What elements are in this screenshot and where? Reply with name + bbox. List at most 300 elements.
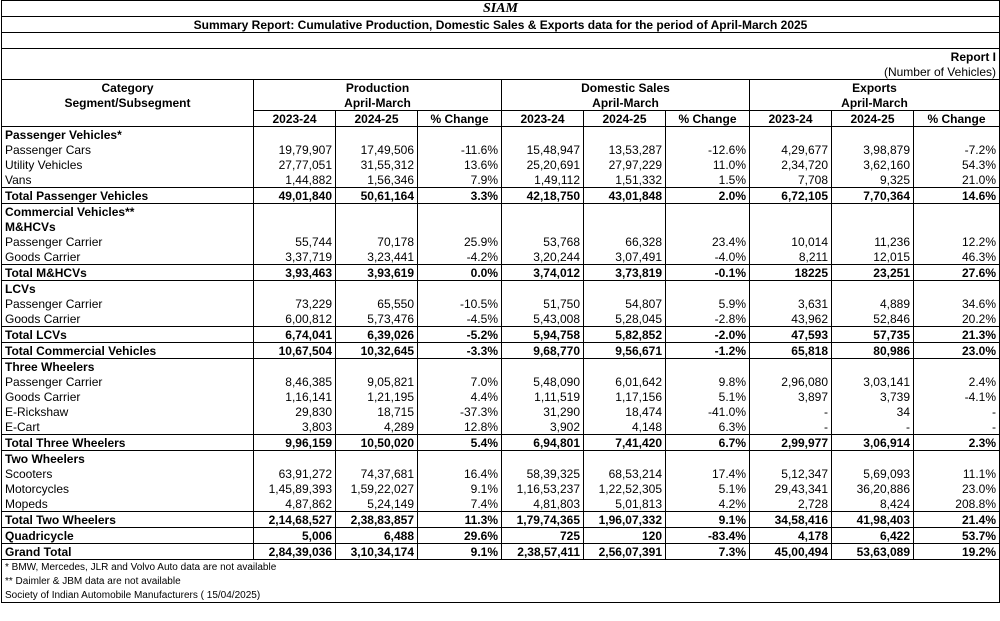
value-cell: 9,05,821 — [336, 374, 418, 389]
value-cell: 65,818 — [750, 343, 832, 359]
row-label: Passenger Carrier — [2, 374, 254, 389]
value-cell: 3,03,141 — [832, 374, 914, 389]
units-label: (Number of Vehicles) — [2, 64, 1000, 80]
value-cell: 3,23,441 — [336, 249, 418, 265]
value-cell: -83.4% — [666, 528, 750, 544]
value-cell: 49,01,840 — [254, 188, 336, 204]
value-cell: 1,17,156 — [584, 389, 666, 404]
table-row — [2, 311, 1000, 327]
section-row — [2, 451, 1000, 467]
value-cell: 4,148 — [584, 419, 666, 435]
value-cell: 42,18,750 — [502, 188, 584, 204]
value-cell: 9,96,159 — [254, 435, 336, 451]
value-cell: 3,10,34,174 — [336, 544, 418, 560]
value-cell: 31,290 — [502, 404, 584, 419]
value-cell: 3,902 — [502, 419, 584, 435]
exports-period: April-March — [750, 95, 1000, 111]
value-cell: 31,55,312 — [336, 157, 418, 172]
value-cell: 70,178 — [336, 234, 418, 249]
table-row — [2, 481, 1000, 496]
domestic-change: % Change — [666, 111, 750, 127]
table-row — [2, 404, 1000, 419]
value-cell: 58,39,325 — [502, 466, 584, 481]
value-cell: 46.3% — [914, 249, 1000, 265]
value-cell: 45,00,494 — [750, 544, 832, 560]
total-row — [2, 327, 1000, 343]
value-cell: 5,73,476 — [336, 311, 418, 327]
value-cell: -5.2% — [418, 327, 502, 343]
value-cell: 2,99,977 — [750, 435, 832, 451]
value-cell: 6.3% — [666, 419, 750, 435]
value-cell: 3,74,012 — [502, 265, 584, 281]
table-row — [2, 466, 1000, 481]
total-row — [2, 528, 1000, 544]
row-label: Goods Carrier — [2, 311, 254, 327]
value-cell: 9.1% — [418, 481, 502, 496]
value-cell: 43,962 — [750, 311, 832, 327]
value-cell: 25.9% — [418, 234, 502, 249]
report-body — [2, 127, 1000, 560]
value-cell: 6,39,026 — [336, 327, 418, 343]
value-cell: -12.6% — [666, 142, 750, 157]
value-cell: 3,07,491 — [584, 249, 666, 265]
value-cell: 34,58,416 — [750, 512, 832, 528]
row-label: Quadricycle — [2, 528, 254, 544]
value-cell: 7.9% — [418, 172, 502, 188]
table-row — [2, 172, 1000, 188]
segment-header: Segment/Subsegment — [2, 95, 254, 111]
empty-cell — [914, 127, 1000, 143]
value-cell: 36,20,886 — [832, 481, 914, 496]
value-cell: 21.4% — [914, 512, 1000, 528]
value-cell: 7,41,420 — [584, 435, 666, 451]
value-cell: 14.6% — [914, 188, 1000, 204]
value-cell: 4,178 — [750, 528, 832, 544]
value-cell: 5.1% — [666, 389, 750, 404]
value-cell: 1,59,22,027 — [336, 481, 418, 496]
segment-header-spacer — [2, 111, 254, 127]
value-cell: 725 — [502, 528, 584, 544]
value-cell: 2,84,39,036 — [254, 544, 336, 560]
empty-cell — [418, 204, 502, 220]
value-cell: 4.2% — [666, 496, 750, 512]
value-cell: -4.2% — [418, 249, 502, 265]
value-cell: 34.6% — [914, 296, 1000, 311]
value-cell: 74,37,681 — [336, 466, 418, 481]
value-cell: 41,98,403 — [832, 512, 914, 528]
value-cell: 1.5% — [666, 172, 750, 188]
value-cell: 5,48,090 — [502, 374, 584, 389]
value-cell: 50,61,164 — [336, 188, 418, 204]
production-header: Production — [254, 80, 502, 96]
empty-cell — [750, 204, 832, 220]
production-change: % Change — [418, 111, 502, 127]
value-cell: 53.7% — [914, 528, 1000, 544]
value-cell: 5,43,008 — [502, 311, 584, 327]
empty-cell — [584, 281, 666, 297]
report-title: Summary Report: Cumulative Production, Domestic Sales & Exports data for the period of April-March 2025 — [2, 17, 1000, 33]
empty-cell — [418, 359, 502, 375]
row-label: Total Commercial Vehicles — [2, 343, 254, 359]
value-cell: 3,897 — [750, 389, 832, 404]
value-cell: 3,20,244 — [502, 249, 584, 265]
table-row — [2, 157, 1000, 172]
value-cell: 7.3% — [666, 544, 750, 560]
value-cell: 4,29,677 — [750, 142, 832, 157]
total-row — [2, 343, 1000, 359]
exports-year-1: 2023-24 — [750, 111, 832, 127]
row-label: Two Wheelers — [2, 451, 254, 467]
value-cell: 1,22,52,305 — [584, 481, 666, 496]
empty-cell — [914, 451, 1000, 467]
value-cell: 53,63,089 — [832, 544, 914, 560]
empty-cell — [832, 281, 914, 297]
value-cell: 20.2% — [914, 311, 1000, 327]
empty-cell — [666, 204, 750, 220]
empty-cell — [584, 204, 666, 220]
total-row — [2, 512, 1000, 528]
value-cell: 19,79,907 — [254, 142, 336, 157]
value-cell: 1,16,141 — [254, 389, 336, 404]
footnote-1: * BMW, Mercedes, JLR and Volvo Auto data are not available — [2, 560, 1000, 575]
row-label: E-Rickshaw — [2, 404, 254, 419]
empty-cell — [914, 359, 1000, 375]
row-label: Three Wheelers — [2, 359, 254, 375]
value-cell: 3,37,719 — [254, 249, 336, 265]
value-cell: -4.1% — [914, 389, 1000, 404]
empty-cell — [336, 451, 418, 467]
empty-cell — [666, 451, 750, 467]
empty-cell — [502, 281, 584, 297]
empty-cell — [750, 359, 832, 375]
value-cell: -3.3% — [418, 343, 502, 359]
value-cell: -2.0% — [666, 327, 750, 343]
value-cell: 55,744 — [254, 234, 336, 249]
total-row — [2, 265, 1000, 281]
value-cell: 27,97,229 — [584, 157, 666, 172]
empty-cell — [832, 359, 914, 375]
report-label: Report I — [2, 49, 1000, 65]
value-cell: 4,889 — [832, 296, 914, 311]
production-year-2: 2024-25 — [336, 111, 418, 127]
empty-cell — [418, 451, 502, 467]
value-cell: 23.0% — [914, 343, 1000, 359]
value-cell: 1,79,74,365 — [502, 512, 584, 528]
value-cell: 15,48,947 — [502, 142, 584, 157]
blank-row — [2, 33, 1000, 49]
value-cell: 34 — [832, 404, 914, 419]
empty-cell — [914, 281, 1000, 297]
value-cell: 3,631 — [750, 296, 832, 311]
empty-cell — [418, 281, 502, 297]
row-label: Total Passenger Vehicles — [2, 188, 254, 204]
empty-cell — [418, 219, 502, 234]
empty-cell — [336, 359, 418, 375]
value-cell: 52,846 — [832, 311, 914, 327]
table-row — [2, 374, 1000, 389]
value-cell: 27.6% — [914, 265, 1000, 281]
value-cell: 23.0% — [914, 481, 1000, 496]
value-cell: 3,98,879 — [832, 142, 914, 157]
value-cell: 21.3% — [914, 327, 1000, 343]
value-cell: 4,289 — [336, 419, 418, 435]
footnotes — [2, 560, 1000, 603]
value-cell: - — [914, 404, 1000, 419]
exports-change: % Change — [914, 111, 1000, 127]
empty-cell — [750, 127, 832, 143]
value-cell: 1,11,519 — [502, 389, 584, 404]
footnote-2: ** Daimler & JBM data are not available — [2, 574, 1000, 588]
empty-cell — [750, 219, 832, 234]
value-cell: 3,739 — [832, 389, 914, 404]
section-row — [2, 219, 1000, 234]
value-cell: 5,24,149 — [336, 496, 418, 512]
value-cell: -1.2% — [666, 343, 750, 359]
row-label: Passenger Vehicles* — [2, 127, 254, 143]
value-cell: -4.0% — [666, 249, 750, 265]
value-cell: 21.0% — [914, 172, 1000, 188]
row-label: Goods Carrier — [2, 389, 254, 404]
empty-cell — [584, 451, 666, 467]
value-cell: -0.1% — [666, 265, 750, 281]
domestic-year-2: 2024-25 — [584, 111, 666, 127]
value-cell: 6.7% — [666, 435, 750, 451]
value-cell: -41.0% — [666, 404, 750, 419]
exports-year-2: 2024-25 — [832, 111, 914, 127]
value-cell: 120 — [584, 528, 666, 544]
value-cell: 27,77,051 — [254, 157, 336, 172]
value-cell: -7.2% — [914, 142, 1000, 157]
value-cell: 29,43,341 — [750, 481, 832, 496]
value-cell: 29.6% — [418, 528, 502, 544]
empty-cell — [502, 219, 584, 234]
value-cell: 12,015 — [832, 249, 914, 265]
value-cell: 2,34,720 — [750, 157, 832, 172]
value-cell: 2,96,080 — [750, 374, 832, 389]
value-cell: 43,01,848 — [584, 188, 666, 204]
value-cell: 5,01,813 — [584, 496, 666, 512]
value-cell: 17,49,506 — [336, 142, 418, 157]
value-cell: 5,82,852 — [584, 327, 666, 343]
value-cell: 23.4% — [666, 234, 750, 249]
value-cell: 25,20,691 — [502, 157, 584, 172]
value-cell: 17.4% — [666, 466, 750, 481]
empty-cell — [254, 204, 336, 220]
empty-cell — [832, 127, 914, 143]
value-cell: 1,21,195 — [336, 389, 418, 404]
empty-cell — [914, 219, 1000, 234]
empty-cell — [666, 127, 750, 143]
value-cell: 12.8% — [418, 419, 502, 435]
value-cell: 13.6% — [418, 157, 502, 172]
value-cell: 9,56,671 — [584, 343, 666, 359]
value-cell: 5,94,758 — [502, 327, 584, 343]
value-cell: 2.3% — [914, 435, 1000, 451]
value-cell: 6,74,041 — [254, 327, 336, 343]
production-year-1: 2023-24 — [254, 111, 336, 127]
value-cell: 5.4% — [418, 435, 502, 451]
empty-cell — [336, 219, 418, 234]
empty-cell — [502, 204, 584, 220]
row-label: Passenger Cars — [2, 142, 254, 157]
value-cell: 29,830 — [254, 404, 336, 419]
value-cell: 47,593 — [750, 327, 832, 343]
footnote-source: Society of Indian Automobile Manufacturers ( 15/04/2025) — [2, 588, 1000, 603]
value-cell: 5,12,347 — [750, 466, 832, 481]
value-cell: 2.4% — [914, 374, 1000, 389]
row-label: Total Two Wheelers — [2, 512, 254, 528]
empty-cell — [666, 219, 750, 234]
value-cell: 2.0% — [666, 188, 750, 204]
value-cell: 10,32,645 — [336, 343, 418, 359]
empty-cell — [254, 219, 336, 234]
row-label: Mopeds — [2, 496, 254, 512]
value-cell: 3,06,914 — [832, 435, 914, 451]
value-cell: 7,708 — [750, 172, 832, 188]
total-row — [2, 188, 1000, 204]
value-cell: 7,70,364 — [832, 188, 914, 204]
empty-cell — [254, 359, 336, 375]
row-label: Passenger Carrier — [2, 296, 254, 311]
total-row — [2, 435, 1000, 451]
value-cell: 208.8% — [914, 496, 1000, 512]
value-cell: 9,68,770 — [502, 343, 584, 359]
empty-cell — [584, 359, 666, 375]
empty-cell — [666, 281, 750, 297]
row-label: Passenger Carrier — [2, 234, 254, 249]
value-cell: 3.3% — [418, 188, 502, 204]
value-cell: 11.3% — [418, 512, 502, 528]
value-cell: 65,550 — [336, 296, 418, 311]
row-label: Vans — [2, 172, 254, 188]
value-cell: 6,488 — [336, 528, 418, 544]
value-cell: 1,51,332 — [584, 172, 666, 188]
value-cell: 23,251 — [832, 265, 914, 281]
total-row — [2, 544, 1000, 560]
value-cell: 8,211 — [750, 249, 832, 265]
value-cell: -2.8% — [666, 311, 750, 327]
value-cell: 10,014 — [750, 234, 832, 249]
empty-cell — [584, 219, 666, 234]
empty-cell — [336, 204, 418, 220]
empty-cell — [914, 204, 1000, 220]
value-cell: 6,422 — [832, 528, 914, 544]
value-cell: - — [832, 419, 914, 435]
value-cell: 53,768 — [502, 234, 584, 249]
value-cell: 2,38,83,857 — [336, 512, 418, 528]
value-cell: 1,49,112 — [502, 172, 584, 188]
row-label: Motorcycles — [2, 481, 254, 496]
row-label: Total LCVs — [2, 327, 254, 343]
empty-cell — [832, 451, 914, 467]
value-cell: 5.9% — [666, 296, 750, 311]
row-label: Total Three Wheelers — [2, 435, 254, 451]
value-cell: 63,91,272 — [254, 466, 336, 481]
value-cell: 3,73,819 — [584, 265, 666, 281]
value-cell: 6,01,642 — [584, 374, 666, 389]
value-cell: 54.3% — [914, 157, 1000, 172]
value-cell: 7.4% — [418, 496, 502, 512]
empty-cell — [418, 127, 502, 143]
value-cell: 3,93,619 — [336, 265, 418, 281]
value-cell: -10.5% — [418, 296, 502, 311]
value-cell: 6,94,801 — [502, 435, 584, 451]
table-row — [2, 496, 1000, 512]
section-row — [2, 359, 1000, 375]
empty-cell — [336, 127, 418, 143]
value-cell: 11.0% — [666, 157, 750, 172]
value-cell: 73,229 — [254, 296, 336, 311]
value-cell: 9.1% — [666, 512, 750, 528]
empty-cell — [502, 359, 584, 375]
value-cell: 18,715 — [336, 404, 418, 419]
value-cell: 4,87,862 — [254, 496, 336, 512]
value-cell: - — [914, 419, 1000, 435]
row-label: E-Cart — [2, 419, 254, 435]
production-period: April-March — [254, 95, 502, 111]
value-cell: 2,14,68,527 — [254, 512, 336, 528]
value-cell: 51,750 — [502, 296, 584, 311]
value-cell: 10,50,020 — [336, 435, 418, 451]
value-cell: 54,807 — [584, 296, 666, 311]
value-cell: 19.2% — [914, 544, 1000, 560]
empty-cell — [502, 127, 584, 143]
value-cell: 1,96,07,332 — [584, 512, 666, 528]
value-cell: -37.3% — [418, 404, 502, 419]
empty-cell — [666, 359, 750, 375]
empty-cell — [832, 219, 914, 234]
value-cell: 16.4% — [418, 466, 502, 481]
domestic-period: April-March — [502, 95, 750, 111]
value-cell: 57,735 — [832, 327, 914, 343]
value-cell: - — [750, 404, 832, 419]
empty-cell — [832, 204, 914, 220]
exports-header: Exports — [750, 80, 1000, 96]
value-cell: 5,69,093 — [832, 466, 914, 481]
value-cell: 5,006 — [254, 528, 336, 544]
value-cell: 6,00,812 — [254, 311, 336, 327]
value-cell: 80,986 — [832, 343, 914, 359]
value-cell: 18225 — [750, 265, 832, 281]
row-label: Scooters — [2, 466, 254, 481]
value-cell: 5,28,045 — [584, 311, 666, 327]
value-cell: 11.1% — [914, 466, 1000, 481]
value-cell: -4.5% — [418, 311, 502, 327]
empty-cell — [750, 281, 832, 297]
value-cell: 2,56,07,391 — [584, 544, 666, 560]
row-label: LCVs — [2, 281, 254, 297]
row-label: Utility Vehicles — [2, 157, 254, 172]
value-cell: 7.0% — [418, 374, 502, 389]
table-row — [2, 419, 1000, 435]
value-cell: 6,72,105 — [750, 188, 832, 204]
empty-cell — [254, 127, 336, 143]
empty-cell — [750, 451, 832, 467]
row-label: Total M&HCVs — [2, 265, 254, 281]
table-row — [2, 249, 1000, 265]
siam-header: SIAM — [2, 1, 1000, 17]
value-cell: 9,325 — [832, 172, 914, 188]
value-cell: 8,46,385 — [254, 374, 336, 389]
table-row — [2, 234, 1000, 249]
empty-cell — [254, 451, 336, 467]
row-label: M&HCVs — [2, 219, 254, 234]
section-row — [2, 204, 1000, 220]
empty-cell — [584, 127, 666, 143]
value-cell: - — [750, 419, 832, 435]
table-row — [2, 142, 1000, 157]
value-cell: 3,93,463 — [254, 265, 336, 281]
